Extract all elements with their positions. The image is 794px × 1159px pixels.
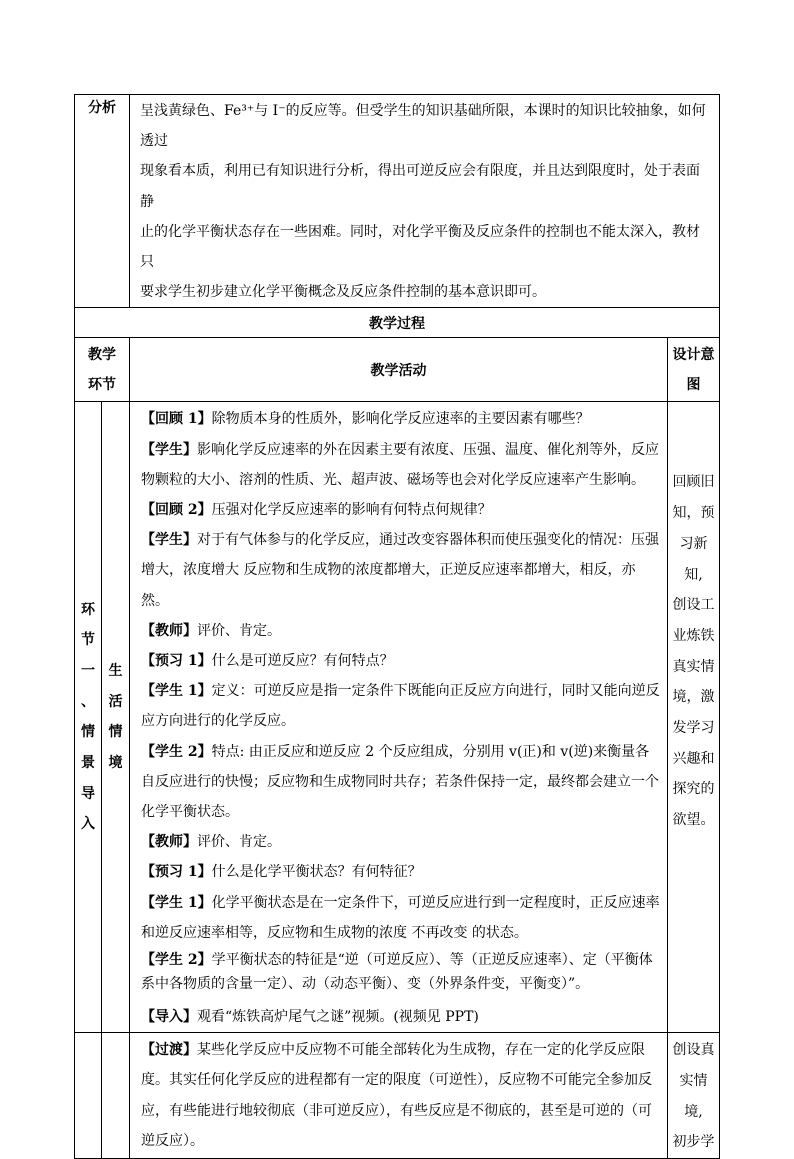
- activity-paragraph: 【学生 1】定义：可逆反应是指一定条件下既能向正反应方向进行，同时又能向逆反应方向进行的化学反应。: [141, 683, 660, 730]
- process-title-row: [75, 308, 720, 338]
- activity-cell: [130, 1033, 668, 1159]
- activity-paragraph: 【预习 1】什么是化学平衡状态？有何特征？: [141, 864, 422, 881]
- analysis-line: 止的化学平衡状态存在一些困难。同时，对化学平衡及反应条件的控制也不能太深入，教材只: [140, 223, 700, 271]
- header-row: [75, 338, 720, 402]
- sub-stage-label: 生 活 情 境: [102, 402, 130, 1033]
- lesson-plan-table: [74, 94, 720, 1159]
- activity-paragraph: 【学生 2】特点: 由正反应和逆反应 2 个反应组成，分别用 v(正)和 v(逆)来衡量各自反应进行的快慢；反应物和生成物同时共存；若条件保持一定，最终都会建立一个化学平衡状态。: [141, 743, 659, 821]
- activity-paragraph: 【回顾 1】除物质本身的性质外，影响化学反应速率的主要因素有哪些？: [141, 411, 590, 428]
- analysis-row: [75, 95, 720, 308]
- header-intent: 设计意 图: [668, 338, 720, 402]
- intent-cell: 回顾旧 知，预 习新知, 创设工 业炼铁 真实情 境，激 发学习 兴趣和 探究的 欲望。: [668, 402, 720, 1033]
- process-title: 教学过程: [75, 308, 720, 338]
- analysis-line: 现象看本质，利用已有知识进行分析，得出可逆反应会有限度，并且达到限度时，处于表面静: [140, 163, 700, 210]
- analysis-line: 要求学生初步建立化学平衡概念及反应条件控制的基本意识即可。: [140, 284, 546, 301]
- sub-stage-label-empty: [102, 1033, 130, 1159]
- header-activity: 教学活动: [130, 338, 668, 402]
- section1-row: [75, 402, 720, 1033]
- activity-paragraph: 【预习 1】什么是可逆反应？有何特点？: [141, 653, 394, 670]
- activity-cell: [130, 402, 668, 1033]
- analysis-line: 呈浅黄绿色、Fe³⁺与 I⁻的反应等。但受学生的知识基础所限，本课时的知识比较抽象，如何透过: [140, 103, 706, 150]
- stage-label: 环 节 一 、 情 景 导 入: [75, 402, 102, 1033]
- analysis-text: [130, 95, 720, 308]
- analysis-label: 分析: [75, 95, 130, 308]
- activity-paragraph: 【教师】评价、肯定。: [141, 834, 281, 851]
- stage-label-empty: [75, 1033, 102, 1159]
- activity-paragraph: 【学生】影响化学反应速率的外在因素主要有浓度、压强、温度、催化剂等外，反应物颗粒的大小、溶剂的性质、光、超声波、磁场等也会对化学反应速率产生影响。: [141, 441, 659, 488]
- intent-cell: 创设真 实情境, 初步学: [668, 1033, 720, 1159]
- section2-row: [75, 1033, 720, 1159]
- activity-paragraph: 【导入】观看“炼铁高炉尾气之谜”视频。(视频见 PPT): [141, 1009, 479, 1026]
- header-stage: 教学 环节: [75, 338, 130, 402]
- activity-paragraph: 【回顾 2】压强对化学反应速率的影响有何特点何规律？: [141, 502, 492, 519]
- activity-paragraph: 【学生】对于有气体参与的化学反应，通过改变容器体积而使压强变化的情况：压强增大，浓度增大 反应物和生成物的浓度都增大，正逆反应速率都增大，相反，亦然。: [141, 532, 659, 609]
- activity-paragraph: 【教师】评价、肯定。: [141, 622, 281, 639]
- activity-paragraph: 【学生 1】化学平衡状态是在一定条件下，可逆反应进行到一定程度时，正反应速率和逆反应速率相等，反应物和生成物的浓度 不再改变 的状态。: [141, 894, 660, 941]
- activity-paragraph: 【过渡】某些化学反应中反应物不可能全部转化为生成物，存在一定的化学反应限度。其实任何化学反应的进程都有一定的限度（可逆性），反应物不可能完全参加反应，有些能进行地较彻底（非可逆反应），有些反应是不彻底的，甚至是可逆的（可逆反应）。: [141, 1042, 652, 1149]
- activity-paragraph: 【学生 2】学平衡状态的特征是“逆（可逆反应）、等（正逆反应速率）、定（平衡体系中各物质的含量一定）、动（动态平衡）、变（外界条件变，平衡变）”。: [141, 952, 653, 993]
